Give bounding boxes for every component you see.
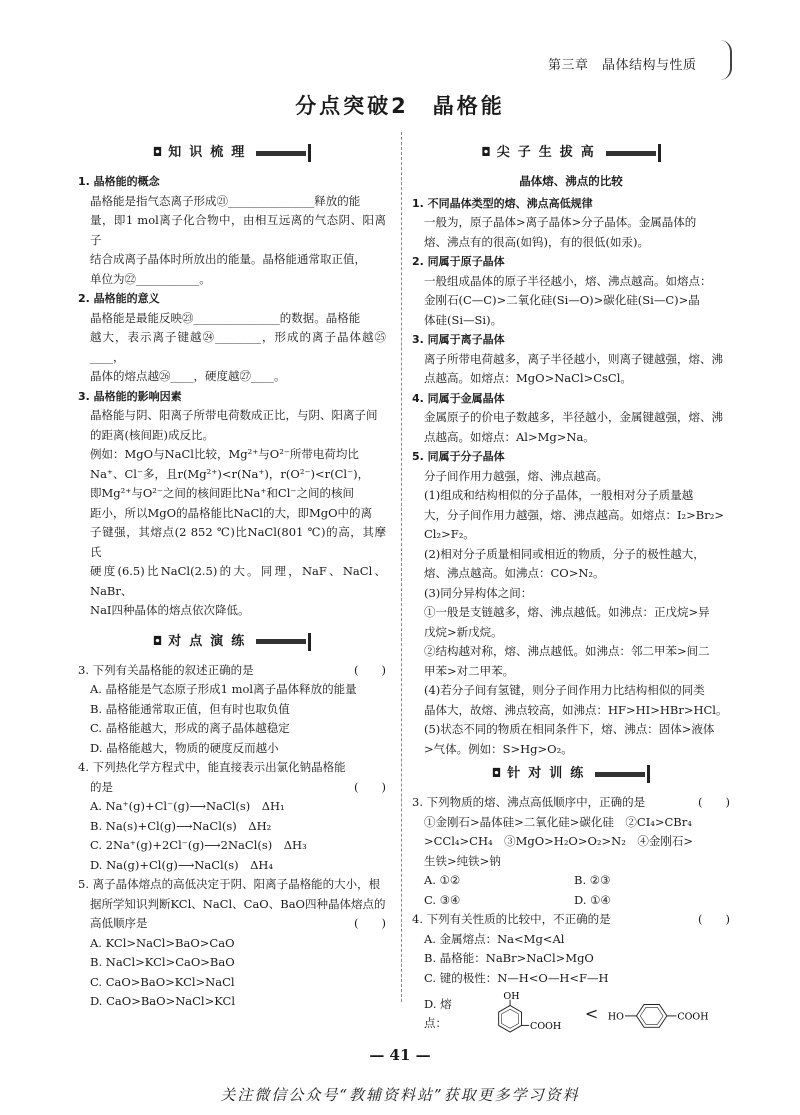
question-3-option: D. 晶格能越大，物质的硬度反而越小 <box>90 740 279 755</box>
knowledge-3-line: 例如：MgO与NaCl比较，Mg²⁺与O²⁻所带电荷均比 <box>90 447 359 461</box>
section-endbar <box>647 765 650 783</box>
page-title: 分点突破2 晶格能 <box>295 94 505 118</box>
advance-5-line: ②结构越对称，熔、沸点越低。如沸点：邻二甲苯>间二 <box>424 644 710 658</box>
advance-5-line: (2)相对分子质量相同或相近的物质，分子的极性越大， <box>424 546 705 561</box>
section-endbar <box>308 144 311 162</box>
training-4-option: A. 金属熔点：Na<Mg<Al <box>424 931 565 946</box>
knowledge-3-line: Na⁺、Cl⁻多，且r(Mg²⁺)<r(Na⁺)，r(O²⁻)<r(Cl⁻)， <box>90 466 370 481</box>
advance-5-line: 甲苯>对二甲苯。 <box>424 663 515 678</box>
advance-2-line: 体硅(Si—Si)。 <box>424 312 503 327</box>
knowledge-3-line: 晶格能与阴、阳离子所带电荷数成正比，与阴、阳离子间 <box>90 408 378 422</box>
section-head-practice <box>78 627 386 657</box>
advance-2-title: 2. 同属于原子晶体 <box>412 255 505 268</box>
option-d-label: D. 熔点： <box>424 996 452 1030</box>
advance-1-title: 1. 不同晶体类型的熔、沸点高低规律 <box>412 196 593 210</box>
training-3-line: 生铁>纯铁>钠 <box>424 853 501 868</box>
mol2-ho-label: HO <box>608 1011 625 1023</box>
question-5-option: A. KCl>NaCl>BaO>CaO <box>90 935 235 950</box>
advance-5-line: Cl₂>F₂。 <box>424 527 475 541</box>
section-bullet-icon: ◘ <box>152 145 163 160</box>
section-title: 知识梳理 <box>168 145 253 161</box>
chapter-header: 第三章 晶体结构与性质 <box>548 58 697 73</box>
training-3-options <box>412 891 730 911</box>
question-5-option: D. CaO>BaO>NaCl>KCl <box>90 994 236 1008</box>
advance-4-title: 4. 同属于金属晶体 <box>412 391 505 405</box>
section-bar <box>606 151 656 156</box>
answer-bracket: ( ) <box>698 912 730 926</box>
question-5-option: B. NaCl>KCl>CaO>BaO <box>90 955 235 969</box>
footer-note: 关注微信公众号“教辅资料站”获取更多学习资料 <box>220 1086 580 1104</box>
knowledge-2-line: 晶格能是最能反映㉓_______________的数据。晶格能 <box>90 310 361 325</box>
advance-5-line: 大，分子间作用力越强，熔、沸点越高。如熔点：I₂>Br₂> <box>424 507 724 522</box>
mol1-oh-label: OH <box>503 990 520 1002</box>
question-4-option: B. Na(s)+Cl(g)⟶NaCl(s) ΔH₂ <box>90 818 272 833</box>
advance-1-line: 熔、沸点有的很高(如钨)，有的很低(如汞)。 <box>424 234 649 249</box>
section-title: 针对训练 <box>507 766 592 782</box>
advance-2-line: 一般组成晶体的原子半径越小，熔、沸点越高。如熔点： <box>424 273 712 288</box>
question-4-option: A. Na⁺(g)+Cl⁻(g)⟶NaCl(s) ΔH₁ <box>90 799 285 813</box>
question-5-stem: 5. 离子晶体熔点的高低决定于阴、阳离子晶格能的大小，根 <box>78 877 381 891</box>
advance-3-title: 3. 同属于离子晶体 <box>412 333 505 346</box>
column-divider <box>401 132 402 1002</box>
mol1-cooh-label: COOH <box>530 1021 562 1033</box>
training-3-stem: 3. 下列物质的熔、沸点高低顺序中，正确的是 ( ) <box>412 793 730 813</box>
knowledge-1-line: 单位为㉒___________。 <box>90 271 211 286</box>
advance-5-line: (1)组成和结构相似的分子晶体，一般相对分子质量越 <box>424 488 694 502</box>
advance-5-line: >气体。例如：S>Hg>O₂。 <box>424 741 573 756</box>
answer-bracket: ( ) <box>354 916 386 930</box>
knowledge-1-line: 晶格能是指气态离子形成㉑_______________释放的能 <box>90 193 361 208</box>
knowledge-2-title: 2. 晶格能的意义 <box>78 292 160 305</box>
advance-5-line: 晶体大，故熔、沸点较高，如沸点：HF>HI>HBr>HCl。 <box>424 702 728 717</box>
advance-2-line: 金刚石(C—C)>二氧化硅(Si—O)>碳化硅(Si—C)>晶 <box>424 293 700 307</box>
training-3-line: >CCl₄>CH₄ ③MgO>H₂O>O₂>N₂ ④金刚石> <box>424 834 693 848</box>
knowledge-3-title: 3. 晶格能的影响因素 <box>78 389 182 403</box>
training-4-option: B. 晶格能：NaBr>NaCl>MgO <box>424 951 594 965</box>
section-bar <box>595 772 645 777</box>
knowledge-1-line: 量，即1 mol离子化合物中，由相互远离的气态阴、阳离子 <box>90 213 386 247</box>
question-5-option: C. CaO>BaO>KCl>NaCl <box>90 974 235 989</box>
advance-3-line: 离子所带电荷越多，离子半径越小，则离子键越强，熔、沸 <box>424 351 723 366</box>
advance-5-line: 戊烷>新戊烷。 <box>424 624 503 639</box>
advance-5-line: 熔、沸点越高。如沸点：CO>N₂。 <box>424 566 605 580</box>
advance-5-line: (5)状态不同的物质在相同条件下，熔、沸点：固体>液体 <box>424 722 715 736</box>
advance-5-line: ①一般是支链越多，熔、沸点越低。如沸点：正戊烷>异 <box>424 605 710 619</box>
knowledge-3-line: 子键强，其熔点(2 852 ℃)比NaCl(801 ℃)的高，其摩氏 <box>90 525 386 559</box>
section-head-training <box>412 759 730 789</box>
advance-4-line: 金属原子的价电子数越多，半径越小，金属键越强，熔、沸 <box>424 410 723 424</box>
advance-5-title: 5. 同属于分子晶体 <box>412 450 505 463</box>
advance-4-line: 点越高。如熔点：Al>Mg>Na。 <box>424 429 595 444</box>
answer-bracket: ( ) <box>698 795 730 809</box>
training-3-line: ①金刚石>晶体硅>二氧化硅>碳化硅 ②CI₄>CBr₄ <box>424 814 692 829</box>
training-3-option: A. ①② <box>424 873 461 887</box>
answer-bracket: ( ) <box>354 662 386 677</box>
section-bullet-icon: ◘ <box>152 633 163 648</box>
para-hydroxybenzoic-acid-structure <box>606 990 730 1038</box>
question-5-stem-cont: 高低顺序是 ( ) <box>78 914 386 934</box>
mol2-cooh-label: COOH <box>677 1011 709 1023</box>
knowledge-3-line: NaI四种晶体的熔点依次降低。 <box>90 603 250 617</box>
page-number: — 41 — <box>369 1046 431 1064</box>
right-column <box>412 138 730 1038</box>
ortho-hydroxybenzoic-acid-structure <box>472 990 577 1038</box>
section-head-knowledge <box>78 138 386 168</box>
question-4-stem-cont: 的是 ( ) <box>78 778 386 798</box>
training-3-option: C. ③④ <box>424 892 461 907</box>
knowledge-2-line: 越大，表示离子键越㉔________，形成的离子晶体越㉕____， <box>90 330 386 364</box>
knowledge-2-line: 晶体的熔点越㉖____，硬度越㉗____。 <box>90 369 286 383</box>
section-endbar <box>658 144 661 162</box>
question-3-stem: 3. 下列有关晶格能的叙述正确的是 ( ) <box>78 661 386 681</box>
advance-5-line: (3)同分异构体之间： <box>424 585 533 600</box>
question-4-option: D. Na(g)+Cl(g)⟶NaCl(s) ΔH₄ <box>90 857 274 872</box>
question-3-option: C. 晶格能越大，形成的离子晶体越稳定 <box>90 721 290 735</box>
section-bar <box>256 151 306 156</box>
training-4-option-d <box>412 990 730 1038</box>
section-bar <box>256 639 306 644</box>
comparison-operator: < <box>584 1004 599 1024</box>
training-3-options <box>412 871 730 891</box>
section-title: 尖子生拔高 <box>496 145 602 161</box>
question-4-stem: 4. 下列热化学方程式中，能直接表示出氯化钠晶格能 <box>78 760 346 774</box>
question-5-stem-cont: 据所学知识判断KCl、NaCl、CaO、BaO四种晶体熔点的 <box>90 896 386 911</box>
training-3-option: B. ②③ <box>574 873 611 887</box>
section-bullet-icon: ◘ <box>491 766 502 781</box>
question-3-option: A. 晶格能是气态原子形成1 mol离子晶体释放的能量 <box>90 682 357 696</box>
knowledge-3-line: 即Mg²⁺与O²⁻之间的核间距比Na⁺和Cl⁻之间的核间 <box>90 486 354 500</box>
answer-bracket: ( ) <box>354 779 386 794</box>
left-column <box>78 138 386 1012</box>
training-4-option: C. 键的极性：N—H<O—H<F—H <box>424 970 609 985</box>
knowledge-3-line: 的距离(核间距)成反比。 <box>90 427 214 442</box>
knowledge-3-line: 距小，所以MgO的晶格能比NaCl的大，即MgO中的离 <box>90 505 373 520</box>
section-bullet-icon: ◘ <box>481 145 491 160</box>
question-4-option: C. 2Na⁺(g)+2Cl⁻(g)⟶2NaCl(s) ΔH₃ <box>90 838 307 852</box>
knowledge-1-line: 结合成离子晶体时所放出的能量。晶格能通常取正值， <box>90 252 366 266</box>
training-3-option: D. ①④ <box>574 892 611 907</box>
training-4-stem: 4. 下列有关性质的比较中，不正确的是 ( ) <box>412 910 730 930</box>
knowledge-1-title: 1. 晶格能的概念 <box>78 175 160 188</box>
section-title: 对点演练 <box>168 633 253 649</box>
knowledge-3-line: 硬度(6.5)比NaCl(2.5)的大。同理，NaF、NaCl、NaBr、 <box>90 564 386 598</box>
question-3-option: B. 晶格能通常取正值，但有时也取负值 <box>90 701 290 716</box>
section-endbar <box>308 633 311 651</box>
section-head-advance <box>412 138 730 168</box>
advance-5-line: (4)若分子间有氢键，则分子间作用力比结构相似的同类 <box>424 683 705 697</box>
advance-subtitle: 晶体熔、沸点的比较 <box>519 174 623 188</box>
header-decoration <box>716 40 732 80</box>
advance-5-line: 分子间作用力越强，熔、沸点越高。 <box>424 468 608 483</box>
advance-1-line: 一般为，原子晶体>离子晶体>分子晶体。金属晶体的 <box>424 215 697 229</box>
advance-3-line: 点越高。如熔点：MgO>NaCl>CsCl。 <box>424 371 632 385</box>
